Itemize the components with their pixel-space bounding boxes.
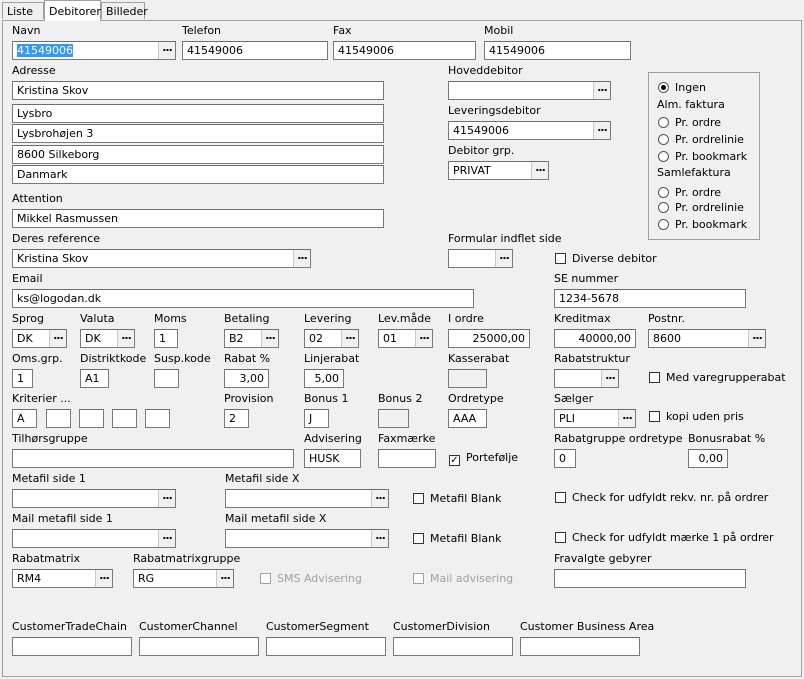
formular-label: Formular indflet side: [448, 232, 562, 245]
mail-advisering-box: [413, 573, 424, 584]
provision-label: Provision: [224, 392, 274, 405]
adresse-line-4[interactable]: 8600 Silkeborg: [12, 145, 384, 164]
valuta-lookup-button[interactable]: ...: [117, 330, 134, 347]
metafilx-field[interactable]: [225, 489, 389, 508]
tab-billeder[interactable]: Billeder: [101, 2, 145, 19]
linjerabat-field[interactable]: 5,00: [304, 369, 344, 388]
radio-ingen-dot[interactable]: [658, 82, 669, 93]
debitor-grp-field[interactable]: PRIVAT ...: [448, 161, 549, 180]
attention-label: Attention: [12, 192, 63, 205]
navn-field[interactable]: 41549006 ...: [12, 41, 176, 60]
mailmetafil1-label: Mail metafil side 1: [12, 512, 113, 525]
postnr-field[interactable]: 8600 ...: [648, 329, 766, 348]
check-rekv-box[interactable]: [555, 492, 566, 503]
metafilx-label: Metafil side X: [225, 472, 300, 485]
trade-chain-field[interactable]: [12, 637, 132, 656]
radio-ingen[interactable]: Ingen: [658, 81, 706, 94]
radio-saml-pr-ordrelinie[interactable]: Pr. ordrelinie: [658, 201, 744, 214]
bonus2-label: Bonus 2: [378, 392, 423, 405]
rabat-field[interactable]: 3,00: [224, 369, 269, 388]
mailmetafilx-field[interactable]: [225, 529, 389, 548]
i-ordre-field[interactable]: 25000,00: [448, 329, 530, 348]
tab-bar: [0, 0, 804, 20]
mail-metafil-blank-box[interactable]: [413, 533, 424, 544]
levmade-label: Lev.måde: [378, 312, 432, 325]
metafil1-field[interactable]: [12, 489, 176, 508]
mobil-field[interactable]: 41549006: [484, 41, 631, 60]
mail-advisering-checkbox: Mail advisering: [413, 572, 513, 585]
radio-alm-pr-ordrelinie[interactable]: Pr. ordrelinie: [658, 133, 744, 146]
omsgrp-label: Oms.grp.: [12, 352, 63, 365]
radio-saml-pr-bookmark-dot[interactable]: [658, 219, 669, 230]
metafil1-lookup-button[interactable]: ...: [158, 490, 175, 507]
mail-metafil-blank-checkbox[interactable]: Metafil Blank: [413, 532, 501, 545]
advisering-field[interactable]: HUSK: [304, 449, 361, 468]
diverse-debitor-box[interactable]: [555, 253, 566, 264]
radio-saml-pr-bookmark[interactable]: Pr. bookmark: [658, 218, 747, 231]
tilhorsgruppe-field[interactable]: [12, 449, 294, 468]
metafil-blank-checkbox[interactable]: Metafil Blank: [413, 492, 501, 505]
faxmaerke-label: Faxmærke: [378, 432, 436, 445]
med-varegrupperabat-box[interactable]: [649, 372, 660, 383]
levmade-field[interactable]: 01 ...: [378, 329, 433, 348]
sprog-label: Sprog: [12, 312, 44, 325]
check-rekv-checkbox[interactable]: Check for udfyldt rekv. nr. på ordrer: [555, 491, 768, 504]
alm-faktura-label: Alm. faktura: [657, 98, 725, 111]
saelger-field[interactable]: PLI ...: [554, 409, 636, 428]
diverse-debitor-checkbox[interactable]: Diverse debitor: [555, 252, 657, 265]
metafil1-label: Metafil side 1: [12, 472, 86, 485]
navn-lookup-button[interactable]: ...: [158, 42, 175, 59]
rabatgruppe-ordretype-field[interactable]: 0: [554, 449, 576, 468]
radio-alm-pr-ordre-dot[interactable]: [658, 117, 669, 128]
provision-field[interactable]: 2: [224, 409, 249, 428]
i-ordre-label: I ordre: [448, 312, 484, 325]
mailmetafilx-lookup-button[interactable]: ...: [371, 530, 388, 547]
postnr-lookup-button[interactable]: ...: [748, 330, 765, 347]
portefolje-checkbox[interactable]: ✓ Portefølje: [450, 451, 519, 466]
adresse-label: Adresse: [12, 64, 56, 77]
hoveddebitor-lookup-button[interactable]: ...: [593, 82, 610, 99]
hoveddebitor-field[interactable]: [448, 81, 611, 100]
rabatgruppe-ordretype-label: Rabatgruppe ordretype: [554, 432, 683, 445]
med-varegrupperabat-checkbox[interactable]: Med varegrupperabat: [649, 371, 786, 384]
kopi-uden-pris-checkbox[interactable]: kopi uden pris: [649, 410, 744, 423]
metafil-blank-box[interactable]: [413, 493, 424, 504]
mobil-label: Mobil: [484, 24, 514, 37]
distriktkode-label: Distriktkode: [80, 352, 147, 365]
telefon-field[interactable]: 41549006: [182, 41, 328, 60]
radio-alm-pr-ordrelinie-dot[interactable]: [658, 134, 669, 145]
deres-reference-field[interactable]: Kristina Skov ...: [12, 249, 311, 268]
kasserabat-field: [448, 369, 487, 388]
moms-label: Moms: [154, 312, 187, 325]
fax-label: Fax: [333, 24, 352, 37]
rabatmatrix-lookup-button[interactable]: ...: [95, 570, 112, 587]
division-field[interactable]: [393, 637, 513, 656]
moms-field[interactable]: 1: [154, 329, 178, 348]
radio-alm-pr-bookmark[interactable]: Pr. bookmark: [658, 150, 747, 163]
segment-field[interactable]: [266, 637, 386, 656]
sms-advisering-checkbox: SMS Advisering: [260, 572, 362, 585]
tab-liste[interactable]: Liste: [2, 2, 44, 19]
adresse-line-5[interactable]: Danmark: [12, 165, 384, 184]
fax-field[interactable]: 41549006: [333, 41, 476, 60]
deres-reference-label: Deres reference: [12, 232, 101, 245]
metafilx-lookup-button[interactable]: ...: [371, 490, 388, 507]
betaling-field[interactable]: B2 ...: [224, 329, 279, 348]
division-label: CustomerDivision: [393, 620, 491, 633]
rabat-label: Rabat %: [224, 352, 271, 365]
rabatmatrixgruppe-label: Rabatmatrixgruppe: [133, 552, 241, 565]
levmade-lookup-button[interactable]: ...: [415, 330, 432, 347]
betaling-label: Betaling: [224, 312, 270, 325]
bonusrabat-field[interactable]: 0,00: [688, 449, 728, 468]
channel-label: CustomerChannel: [139, 620, 238, 633]
rabatstruktur-field[interactable]: [554, 369, 619, 388]
navn-label: Navn: [12, 24, 41, 37]
mailmetafil1-lookup-button[interactable]: ...: [158, 530, 175, 547]
formular-field[interactable]: [448, 249, 513, 268]
levering-lookup-button[interactable]: ...: [341, 330, 358, 347]
hoveddebitor-label: Hoveddebitor: [448, 64, 523, 77]
tab-debitorer[interactable]: Debitorer: [44, 0, 101, 21]
rabatmatrixgruppe-field[interactable]: RG ...: [133, 569, 234, 588]
tilhorsgruppe-label: Tilhørsgruppe: [12, 432, 88, 445]
radio-saml-pr-ordrelinie-dot[interactable]: [658, 202, 669, 213]
leveringsdebitor-label: Leveringsdebitor: [448, 104, 541, 117]
sprog-field[interactable]: DK ...: [12, 329, 67, 348]
mailmetafil1-field[interactable]: [12, 529, 176, 548]
fravalgte-gebyrer-field[interactable]: [554, 569, 746, 588]
valuta-field[interactable]: DK ...: [80, 329, 135, 348]
kreditmax-label: Kreditmax: [554, 312, 611, 325]
business-area-field[interactable]: [520, 637, 640, 656]
se-nummer-label: SE nummer: [554, 272, 619, 285]
telefon-label: Telefon: [182, 24, 222, 37]
samlefaktura-label: Samlefaktura: [657, 166, 731, 179]
sms-advisering-box: [260, 573, 271, 584]
radio-alm-pr-bookmark-dot[interactable]: [658, 151, 669, 162]
debitor-grp-lookup-button[interactable]: ...: [531, 162, 548, 179]
kriterier-field-4[interactable]: [112, 409, 137, 428]
email-field[interactable]: ks@logodan.dk: [12, 289, 474, 308]
radio-alm-pr-ordre[interactable]: Pr. ordre: [658, 116, 721, 129]
rabatmatrix-label: Rabatmatrix: [12, 552, 81, 565]
saelger-lookup-button[interactable]: ...: [618, 410, 635, 427]
mailmetafilx-label: Mail metafil side X: [225, 512, 327, 525]
leveringsdebitor-lookup-button[interactable]: ...: [593, 122, 610, 139]
linjerabat-label: Linjerabat: [304, 352, 360, 365]
email-label: Email: [12, 272, 43, 285]
formular-lookup-button[interactable]: ...: [495, 250, 512, 267]
fravalgte-gebyrer-label: Fravalgte gebyrer: [554, 552, 652, 565]
radio-saml-pr-ordre-dot[interactable]: [658, 187, 669, 198]
attention-field[interactable]: Mikkel Rasmussen: [12, 209, 384, 228]
kriterier-field-1[interactable]: A: [12, 409, 37, 428]
adresse-line-3[interactable]: Lysbrohøjen 3: [12, 124, 384, 143]
sprog-lookup-button[interactable]: ...: [49, 330, 66, 347]
suspkode-label: Susp.kode: [154, 352, 211, 365]
leveringsdebitor-field[interactable]: 41549006 ...: [448, 121, 611, 140]
levering-field[interactable]: 02 ...: [304, 329, 359, 348]
bonusrabat-label: Bonusrabat %: [688, 432, 766, 445]
debitor-grp-label: Debitor grp.: [448, 144, 515, 157]
business-area-label: Customer Business Area: [520, 620, 655, 633]
levering-label: Levering: [304, 312, 352, 325]
saelger-label: Sælger: [554, 392, 594, 405]
rabatstruktur-label: Rabatstruktur: [554, 352, 630, 365]
kasserabat-label: Kasserabat: [448, 352, 510, 365]
betaling-lookup-button[interactable]: ...: [261, 330, 278, 347]
se-nummer-field[interactable]: 1234-5678: [554, 289, 746, 308]
kopi-uden-pris-box[interactable]: [649, 411, 660, 422]
rabatstruktur-lookup-button[interactable]: ...: [601, 370, 618, 387]
check-maerke-checkbox[interactable]: Check for udfyldt mærke 1 på ordrer: [555, 531, 774, 544]
adresse-line-1[interactable]: Kristina Skov: [12, 81, 384, 100]
portefolje-box[interactable]: ✓: [450, 455, 459, 466]
channel-field[interactable]: [139, 637, 259, 656]
bonus1-field[interactable]: J: [304, 409, 329, 428]
rabatmatrixgruppe-lookup-button[interactable]: ...: [216, 570, 233, 587]
adresse-line-2[interactable]: Lysbro: [12, 104, 384, 123]
check-maerke-box[interactable]: [555, 532, 566, 543]
suspkode-field[interactable]: [154, 369, 179, 388]
kreditmax-field[interactable]: 40000,00: [554, 329, 636, 348]
faxmaerke-field[interactable]: [378, 449, 436, 468]
valuta-label: Valuta: [80, 312, 115, 325]
kriterier-field-5[interactable]: [145, 409, 170, 428]
omsgrp-field[interactable]: 1: [12, 369, 33, 388]
kriterier-label: Kriterier ...: [12, 392, 71, 405]
radio-saml-pr-ordre[interactable]: Pr. ordre: [658, 186, 721, 199]
advisering-label: Advisering: [304, 432, 362, 445]
rabatmatrix-field[interactable]: RM4 ...: [12, 569, 113, 588]
bonus2-field: [378, 409, 409, 428]
ordretype-field[interactable]: AAA: [448, 409, 487, 428]
trade-chain-label: CustomerTradeChain: [12, 620, 127, 633]
bonus1-label: Bonus 1: [304, 392, 349, 405]
kriterier-field-3[interactable]: [79, 409, 104, 428]
ordretype-label: Ordretype: [448, 392, 504, 405]
postnr-label: Postnr.: [648, 312, 685, 325]
distriktkode-field[interactable]: A1: [80, 369, 109, 388]
deres-reference-lookup-button[interactable]: ...: [293, 250, 310, 267]
kriterier-field-2[interactable]: [46, 409, 71, 428]
segment-label: CustomerSegment: [266, 620, 369, 633]
